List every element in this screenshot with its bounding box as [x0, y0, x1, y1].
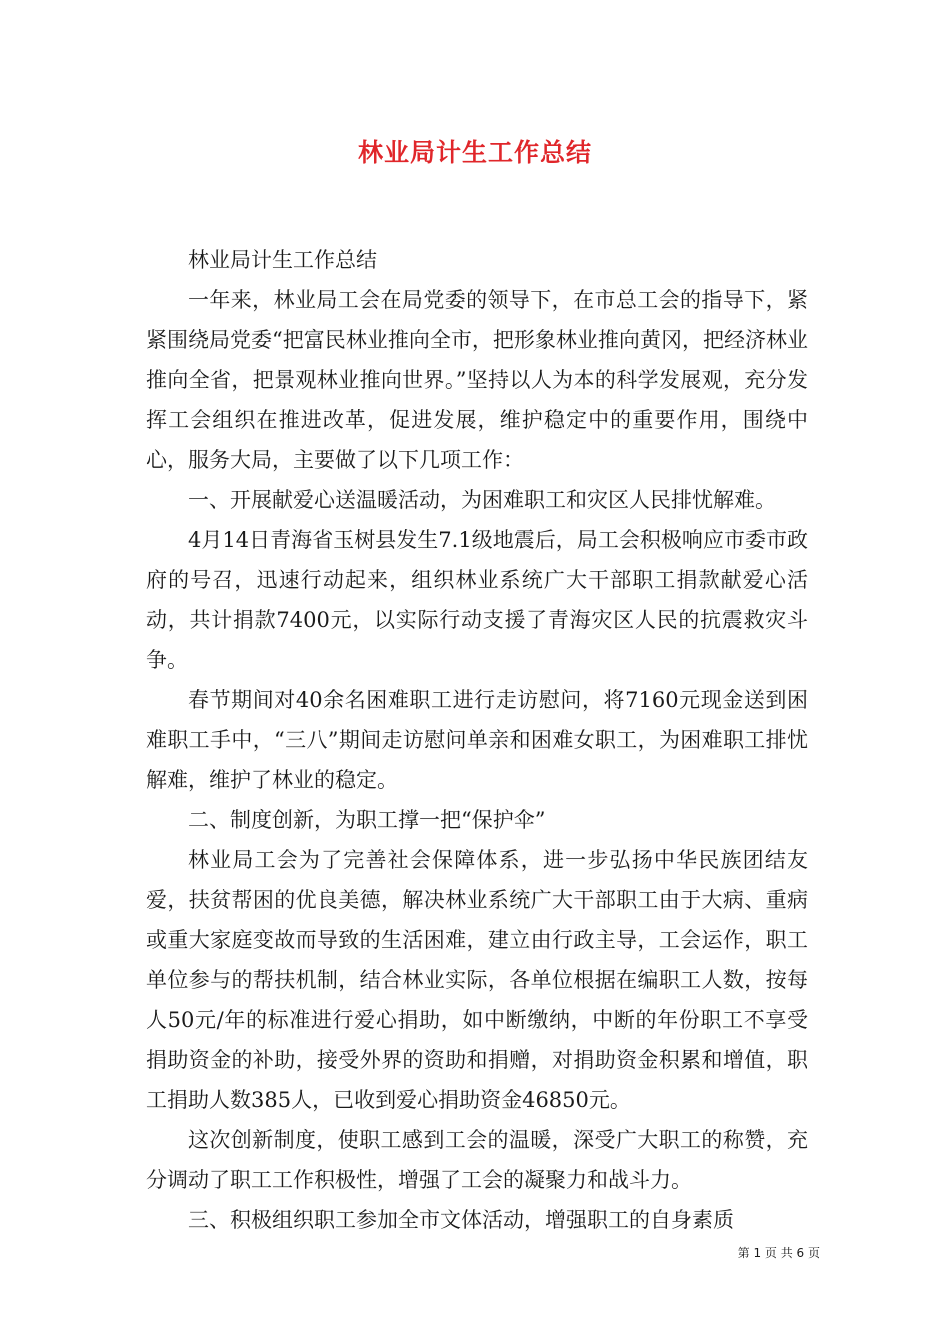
page-title: 林业局计生工作总结 — [357, 138, 592, 167]
section-heading-2: 二、制度创新，为职工撑一把“保护伞” — [188, 808, 546, 832]
paragraph-heading: 林业局计生工作总结 — [188, 248, 377, 272]
paragraph-intro: 一年来，林业局工会在局党委的领导下，在市总工会的指导下，紧紧围绕局党委“把富民林业推向全市，把形象林业推向黄冈，把经济林业推向全省，把景观林业推向世界。”坚持以人为本的科学发展观，充分发挥工会组织在推进改革，促进发展，维护稳定中的重要作用，围绕中心，服务大局，主要做了以下几项工作： — [146, 288, 808, 472]
paragraph-innovation-result: 这次创新制度，使职工感到工会的温暖，深受广大职工的称赞，充分调动了职工工作积极性，增强了工会的凝聚力和战斗力。 — [146, 1128, 808, 1192]
section-heading-1: 一、开展献爱心送温暖活动，为困难职工和灾区人民排忧解难。 — [188, 488, 776, 512]
section-heading-3: 三、积极组织职工参加全市文体活动，增强职工的自身素质 — [188, 1208, 734, 1232]
paragraph-earthquake-donation: 4月14日青海省玉树县发生7.1级地震后，局工会积极响应市委市政府的号召，迅速行动起来，组织林业系统广大干部职工捐款献爱心活动，共计捐款7400元，以实际行动支援了青海灾区人民的抗震救灾斗争。 — [146, 528, 808, 672]
document-body — [146, 240, 808, 1240]
page-footer: 第 1 页 共 6 页 — [737, 1246, 820, 1260]
paragraph-spring-festival-visit: 春节期间对40余名困难职工进行走访慰问，将7160元现金送到困难职工手中，“三八”期间走访慰问单亲和困难女职工，为困难职工排忧解难，维护了林业的稳定。 — [146, 688, 808, 792]
paragraph-aid-mechanism: 林业局工会为了完善社会保障体系，进一步弘扬中华民族团结友爱，扶贫帮困的优良美德，解决林业系统广大干部职工由于大病、重病或重大家庭变故而导致的生活困难，建立由行政主导，工会运作，职工单位参与的帮扶机制，结合林业实际，各单位根据在编职工人数，按每人50元/年的标准进行爱心捐助，如中断缴纳，中断的年份职工不享受捐助资金的补助，接受外界的资助和捐赠，对捐助资金积累和增值，职工捐助人数385人，已收到爱心捐助资金46850元。 — [146, 848, 808, 1112]
